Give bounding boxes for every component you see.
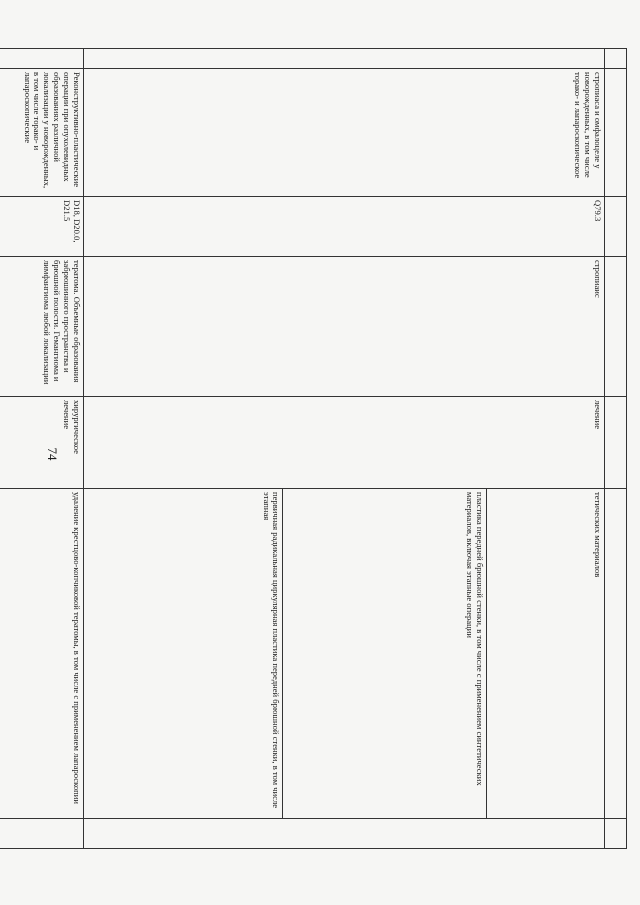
procedure-name-cell: Реконструктивно-пластические операции при опухолевидных образованиях различной локализации у новорожденных, в том числе торако- и лапароскопические <box>0 69 84 197</box>
treatment-type-cell: хирургическое лечение <box>0 397 84 489</box>
icd-codes-cell: D18, D20.0, D21.5 <box>0 197 84 257</box>
icd-codes-cell <box>605 197 627 257</box>
table-row <box>605 49 627 849</box>
cost-cell <box>605 819 627 849</box>
row-number-cell <box>605 49 627 69</box>
procedure-name-cell: стропиаса и омфалоцеле у новорожденных, в том числе торако- и лапароскопическое <box>84 69 605 197</box>
row-number-cell <box>84 49 605 69</box>
procedure-name-cell <box>605 69 627 197</box>
methods-cell <box>605 489 627 819</box>
page-number: 74 <box>45 447 60 461</box>
methods-cell <box>0 489 84 819</box>
method-item: тетических материалов <box>486 489 604 818</box>
methods-list <box>0 489 83 818</box>
cost-cell <box>0 819 84 849</box>
cost-cell <box>84 819 605 849</box>
table-row <box>84 49 605 849</box>
method-item: пластика передней брюшной стенки, в том числе с применением синтетических материалов, включая этапные операции <box>283 489 486 818</box>
treatment-type-cell: лечение <box>84 397 605 489</box>
method-item: удаление крестцово-копчиковой тератомы, в том числе с применением лапароскопии <box>0 489 83 818</box>
patient-model-cell: тератома. Объемные образования забрюшинного пространства и брюшной полости. Гемангиома и лимфангиома любой локализации <box>0 257 84 397</box>
method-item: первичная радикальная циркулярная пластика передней брюшной стенки, в том числе этапная <box>261 492 282 809</box>
methods-cell <box>84 489 605 819</box>
methods-list <box>84 489 604 818</box>
patient-model-cell <box>605 257 627 397</box>
icd-codes-cell: Q79.3 <box>84 197 605 257</box>
patient-model-cell: стропиаис <box>84 257 605 397</box>
table-row <box>0 49 84 849</box>
treatment-type-cell <box>605 397 627 489</box>
row-number-cell <box>0 49 84 69</box>
procedures-table <box>0 48 627 849</box>
